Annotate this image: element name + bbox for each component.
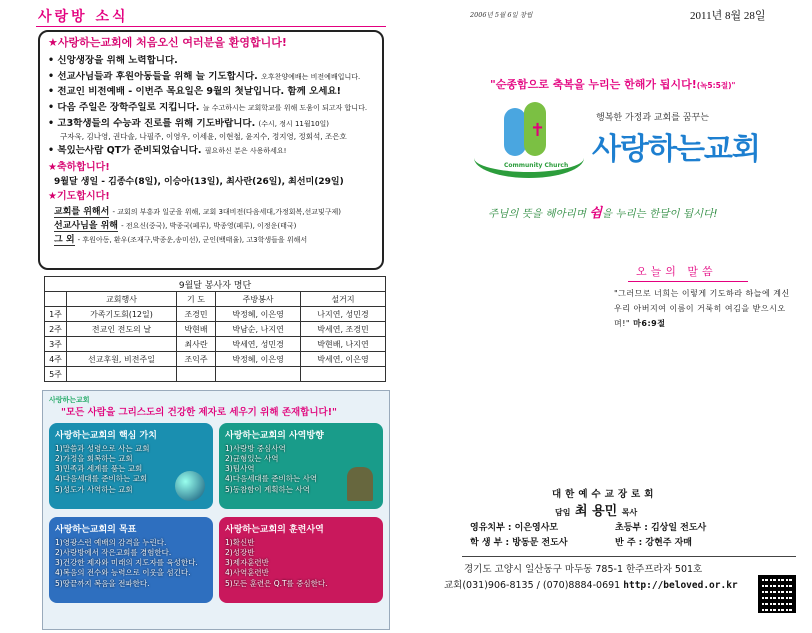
table-header-row: [45, 292, 386, 307]
event-cell: 선교후원, 비전주일: [67, 352, 177, 367]
qt-note: 필요하신 분은 사용하세요!: [204, 147, 287, 156]
news-item-text: 다음 주일은 장학주일로 지킵니다.: [57, 102, 200, 114]
prayer-text: - 후원아동, 환우(조재구,박종운,송미선), 군인(백태율), 고3학생들을 위해서: [77, 236, 308, 245]
prayer-cell: 조익주: [176, 352, 215, 367]
box-line: 4)다음세대를 준비하는 교회: [55, 474, 148, 484]
news-item-text: 신앙생장을 위해 노력합니다.: [57, 54, 178, 66]
box-line: 5)동참함이 계획하는 사역: [225, 484, 310, 494]
prayer-cell: 조경민: [176, 307, 215, 322]
header-cell: [45, 292, 67, 307]
core-values-box: [49, 423, 213, 509]
congrats-title: 축하합니다!: [56, 161, 110, 173]
header-cell: 주방봉사: [216, 292, 301, 307]
dishes-cell: 나지연, 성민경: [301, 307, 386, 322]
dishes-cell: 박세연, 조경민: [301, 322, 386, 337]
church-logo: [474, 100, 794, 185]
kitchen-cell: 박정혜, 이은영: [216, 352, 301, 367]
staff-line: 반 주 : 강현주 자매: [615, 538, 692, 548]
box-line: 4)복음의 전수와 능력으로 이웃을 섬긴다.: [55, 568, 191, 578]
week-cell: 1주: [45, 307, 67, 322]
month-theme: [488, 202, 718, 221]
people-cross-icon: ✝: [504, 102, 564, 162]
theme-text: 을 누리는 한달이 됩시다!: [601, 208, 718, 220]
logo-tagline: 행복한 가정과 교회를 꿈꾸는: [596, 113, 709, 123]
pastor-label: 담임: [555, 508, 571, 517]
prayer-text: - 교회의 부흥과 일군을 위해, 교회 3대비전(다음세대,가정회복,선교및구제): [112, 207, 342, 216]
prayer-heading: [48, 190, 376, 204]
prayer-label: 그 외: [54, 235, 75, 246]
vision-logo: 사랑하는교회: [49, 396, 90, 404]
kitchen-cell: 박세연, 성민경: [216, 337, 301, 352]
news-item-text: 선교사님들과 후원아동들을 위해 늘 기도합시다.: [57, 70, 258, 82]
header-cell: 설거지: [301, 292, 386, 307]
divider: [36, 26, 386, 27]
church-name: 사랑하는교회: [592, 132, 760, 167]
gardener-figure-icon: [347, 467, 373, 501]
founded-date: 2006년 5월 6일 창립: [470, 11, 533, 19]
prayer-cell: 최사란: [176, 337, 215, 352]
star-icon: ★: [48, 161, 57, 173]
today-word-title: 오늘의 말씀: [636, 265, 717, 278]
event-cell: 전교인 전도의 날: [67, 322, 177, 337]
news-item-note: 오후찬양예배는 비전예배입니다.: [261, 72, 361, 81]
header-cell: 교회행사: [67, 292, 177, 307]
table-row: [45, 352, 386, 367]
news-title: 사랑방 소식: [38, 9, 129, 25]
training-box: [219, 517, 383, 603]
church-address: 경기도 고양시 일산동구 마두동 785-1 한주프라자 501호: [464, 564, 703, 575]
news-item: • 선교사님들과 후원아동들을 위해 늘 기도합시다. 오후찬양예배는 비전예배입니다.: [48, 70, 361, 82]
table-row: [45, 322, 386, 337]
pastor-title: 목사: [621, 508, 638, 517]
box-line: 5)모든 훈련은 Q.T를 중심한다.: [225, 578, 328, 588]
week-cell: 4주: [45, 352, 67, 367]
box-line: 1)사랑방 중심사역: [225, 444, 286, 453]
week-cell: 5주: [45, 367, 67, 382]
community-church-label: Community Church: [504, 162, 569, 169]
staff-line: 초등부 : 김상일 전도사: [615, 523, 707, 533]
box-line: 1)말씀과 성령으로 사는 교회: [55, 444, 150, 453]
welcome-line: [48, 36, 376, 51]
ministry-direction-box: [219, 423, 383, 509]
news-box: [38, 30, 384, 270]
prayer-label: 선교사님을 위해: [54, 221, 118, 232]
box-line: 3)팀사역: [225, 464, 255, 474]
vision-banner: [42, 390, 390, 630]
today-verse: [614, 286, 794, 332]
dishes-cell: 박세연, 이은영: [301, 352, 386, 367]
prayer-text: - 전요신(중국), 박종국(페루), 박종영(페루), 이정운(태국): [121, 222, 297, 231]
table-row: [45, 367, 386, 382]
congrats-heading: [48, 161, 376, 175]
table-title: 9월달 봉사자 명단: [45, 277, 386, 292]
box-line: 5)땅끝까지 복음을 전파한다.: [55, 578, 150, 588]
motto-text: "순종함으로 축복을 누리는 한해가 됩시다!: [490, 78, 697, 91]
website-link[interactable]: http://beloved.or.kr: [623, 580, 738, 591]
prayer-cell: 박현배: [176, 322, 215, 337]
birthday-line: 9월달 생일 - 김종수(8일), 이승아(13일), 최사란(26일), 최선미(29일): [54, 177, 344, 188]
issue-date: 2011년 8월 28일: [690, 10, 766, 22]
table-row: [45, 337, 386, 352]
box-line: 4)다음세대를 준비하는 사역: [225, 474, 318, 484]
dishes-cell: 박현배, 나지연: [301, 337, 386, 352]
welcome-text: 사랑하는교회에 처음오신 여러분을 환영합니다!: [57, 36, 287, 49]
globe-icon: [175, 471, 205, 501]
pastor-line: [555, 500, 637, 519]
table-row: [45, 307, 386, 322]
theme-highlight: 쉼: [589, 206, 602, 221]
year-motto: [490, 76, 735, 92]
event-cell: [67, 367, 177, 382]
staff-line: 영유치부 : 이은영사모: [470, 523, 559, 533]
box-line: 3)건강한 제자와 미래의 지도자를 육성한다.: [55, 558, 198, 568]
divider: [462, 556, 796, 557]
box-line: 1)확신반: [225, 538, 255, 547]
volunteer-table: [44, 276, 386, 382]
box-line: 5)성도가 사역하는 교회: [55, 484, 133, 494]
prayer-label: 교회를 위해서: [54, 206, 110, 217]
news-item-note: 늘 수고하시는 교회학교를 위해 도움이 되고자 합니다.: [202, 104, 368, 113]
prayer-cell: [176, 367, 215, 382]
news-item-text: 고3학생들의 수능과 진로를 위해 기도바랍니다.: [57, 118, 256, 130]
dishes-cell: [301, 367, 386, 382]
box-line: 4)사역훈련반: [225, 568, 269, 578]
news-item-text: 전교인 비전예배 - 이번주 목요일은 9월의 첫날입니다. 함께 오세요!: [57, 86, 341, 98]
event-cell: 가족기도회(12일): [67, 307, 177, 322]
denomination: 대한예수교장로회: [552, 489, 658, 500]
pastor-name: 최 용민: [575, 504, 618, 519]
goals-box: [49, 517, 213, 603]
news-item: • 신앙생장을 위해 노력합니다.: [48, 54, 178, 66]
table-title-row: [45, 277, 386, 292]
staff-line: 학 생 부 : 방동문 전도사: [470, 538, 568, 548]
news-item: • 복있는사람 QT가 준비되었습니다. 필요하신 분은 사용하세요!: [48, 145, 287, 157]
box-title: 사랑하는교회의 핵심 가치: [55, 431, 157, 441]
verse-ref: 마6:9절: [633, 319, 666, 329]
prayer-line: [48, 206, 376, 218]
star-icon: ★: [48, 191, 57, 203]
box-title: 사랑하는교회의 훈련사역: [225, 525, 324, 535]
phone-numbers: 교회(031)906-8135 / (070)8884-0691: [444, 580, 621, 591]
news-item: • 전교인 비전예배 - 이번주 목요일은 9월의 첫날입니다. 함께 오세요!: [48, 86, 341, 98]
star-icon: ★: [48, 36, 58, 49]
box-line: 2)사랑방에서 작은교회를 경험한다.: [55, 548, 172, 558]
kitchen-cell: 박남순, 나지연: [216, 322, 301, 337]
verse-text: "그러므로 너희는 이렇게 기도하라 하늘에 계신 우리 아버지여 이름이 거룩히 여김을 받으시오며!": [614, 289, 790, 329]
student-list: 구자욱, 김나영, 권다솔, 나필주, 이영우, 이세윤, 이현철, 윤지수, 정지영, 정회석, 조은호: [60, 131, 347, 141]
qr-code-icon[interactable]: [758, 575, 796, 613]
box-line: 2)성장반: [225, 548, 255, 558]
prayer-line: [48, 234, 376, 246]
box-line: 2)균형있는 사역: [225, 454, 279, 464]
prayer-title: 기도합시다!: [56, 191, 110, 203]
news-item: • 다음 주일은 장학주일로 지킵니다. 늘 수고하시는 교회학교를 위해 도움이 되고자 합니다.: [48, 102, 368, 114]
motto-ref: (녹5:5절)": [696, 81, 736, 90]
theme-text: 주님의 뜻을 헤아리며: [488, 208, 590, 220]
contact-line: [444, 577, 738, 591]
box-title: 사랑하는교회의 사역방향: [225, 431, 324, 441]
vision-slogan: "모든 사람을 그리스도의 건강한 제자로 세우기 위해 존재합니다!": [61, 407, 337, 418]
box-line: 3)제자훈련반: [225, 558, 269, 568]
box-title: 사랑하는교회의 목표: [55, 525, 137, 535]
week-cell: 2주: [45, 322, 67, 337]
divider: [628, 281, 748, 282]
kitchen-cell: 박정혜, 이은영: [216, 307, 301, 322]
box-line: 3)민족과 세계를 품는 교회: [55, 464, 143, 474]
prayer-line: [48, 220, 376, 232]
kitchen-cell: [216, 367, 301, 382]
news-item: • 고3학생들의 수능과 진로를 위해 기도바랍니다. (수시, 정시 11월10일): [48, 118, 330, 130]
event-cell: [67, 337, 177, 352]
header-cell: 기 도: [176, 292, 215, 307]
qt-text: 복있는사람 QT가 준비되었습니다.: [57, 145, 202, 157]
box-line: 2)가정을 회복하는 교회: [55, 454, 133, 464]
box-line: 1)영광스런 예배의 감격을 누린다.: [55, 538, 167, 547]
news-item-note: (수시, 정시 11월10일): [258, 120, 330, 129]
week-cell: 3주: [45, 337, 67, 352]
